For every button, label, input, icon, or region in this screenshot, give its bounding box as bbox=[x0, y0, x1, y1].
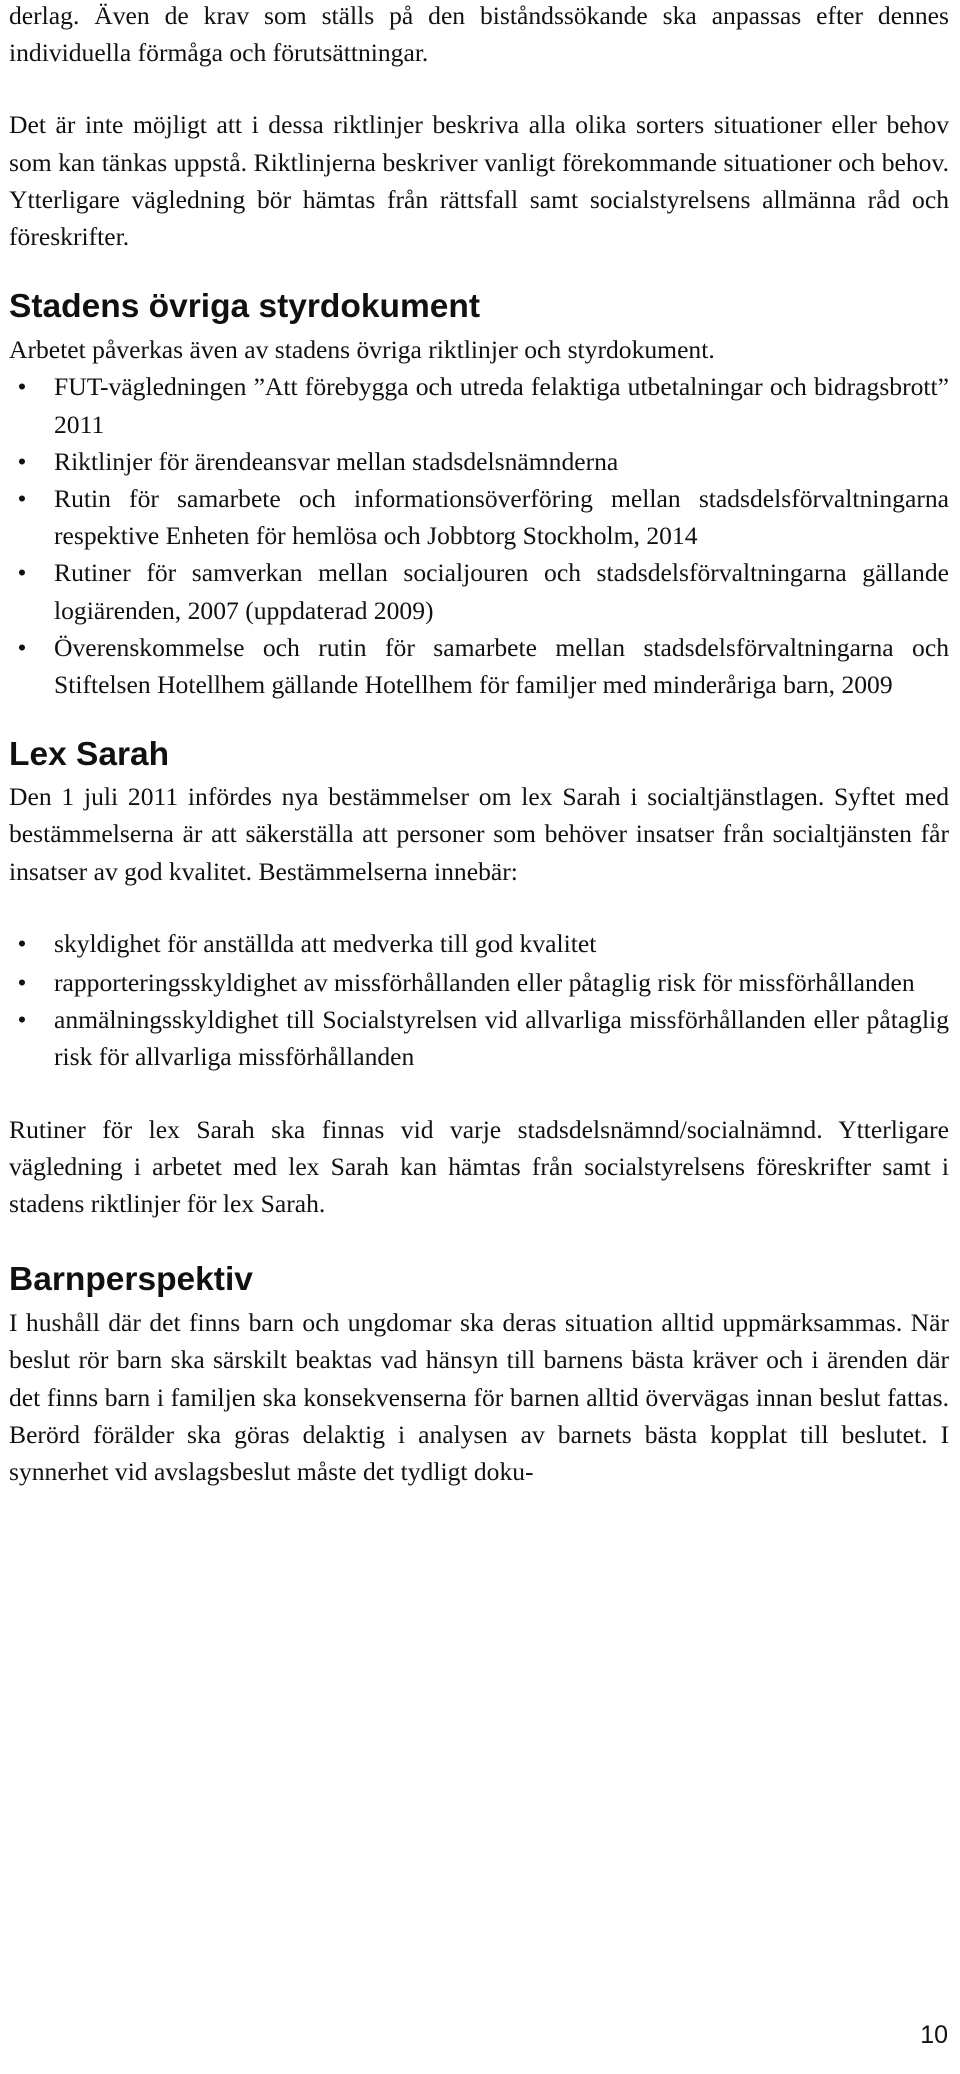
bullet-icon: • bbox=[17, 484, 27, 514]
lex-sarah-list bbox=[9, 925, 949, 1076]
list-item-text: Riktlinjer för ärendeansvar mellan stadsdelsnämnderna bbox=[54, 446, 619, 476]
list-item-text: rapporteringsskyldighet av missförhållanden eller påtaglig risk för missförhållanden bbox=[54, 968, 915, 998]
bullet-icon: • bbox=[17, 372, 27, 402]
list-item bbox=[9, 1001, 949, 1075]
styrdokument-lead: Arbetet påverkas även av stadens övriga riktlinjer och styrdokument. bbox=[9, 335, 715, 365]
page-number: 10 bbox=[920, 2021, 948, 2049]
lex-sarah-closing: Rutiner för lex Sarah ska finnas vid varje stadsdelsnämnd/socialnämnd. Ytterligare vägledning i arbetet med lex Sarah kan hämtas från socialstyrelsens föreskrifter samt i stadens riktlinjer för lex Sarah. bbox=[9, 1114, 949, 1219]
list-item bbox=[9, 368, 949, 442]
intro-fragment: derlag. Även de krav som ställs på den biståndssökande ska anpassas efter dennes individuella förmåga och förutsättningar. bbox=[9, 1, 949, 68]
list-item bbox=[9, 629, 949, 703]
styrdokument-list bbox=[9, 368, 949, 703]
list-item-text: Överenskommelse och rutin för samarbete mellan stadsdelsförvaltningarna och Stiftelsen Hotellhem gällande Hotellhem för familjer med minderåriga barn, 2009 bbox=[54, 632, 949, 700]
bullet-icon: • bbox=[17, 928, 27, 958]
list-item bbox=[9, 480, 949, 554]
barnperspektiv-body: I hushåll där det finns barn och ungdomar ska deras situation alltid uppmärksammas. När beslut rör barn ska särskilt beaktas vad hänsyn till barnens bästa kräver och i ärenden där det finns barn i familjen ska konsekvenserna för barnen alltid övervägas innan beslut fattas. Berörd förälder ska göras delaktig i analysen av barnets bästa kopplat till beslutet. I synnerhet vid avslagsbeslut måste det tydligt doku- bbox=[9, 1308, 949, 1487]
intro-paragraph: Det är inte möjligt att i dessa riktlinjer beskriva alla olika sorters situationer eller behov som kan tänkas uppstå. Riktlinjerna beskriver vanligt förekommande situationer och behov. Ytterligare vägledning bör hämtas från rättsfall samt socialstyrelsens allmänna råd och föreskrifter. bbox=[9, 110, 949, 252]
bullet-icon: • bbox=[17, 446, 27, 476]
list-item-text: FUT-vägledningen ”Att förebygga och utreda felaktiga utbetalningar och bidragsbrott” 2011 bbox=[54, 372, 949, 439]
list-item-text: skyldighet för anställda att medverka till god kvalitet bbox=[54, 928, 597, 958]
list-item bbox=[9, 443, 949, 480]
list-item bbox=[9, 925, 949, 962]
bullet-icon: • bbox=[17, 1005, 27, 1035]
heading-lex-sarah: Lex Sarah bbox=[9, 736, 170, 774]
list-item bbox=[9, 964, 949, 1001]
bullet-icon: • bbox=[17, 558, 27, 588]
list-item bbox=[9, 554, 949, 628]
list-item-text: Rutin för samarbete och informationsöverföring mellan stadsdelsförvaltningarna respektive Enheten för hemlösa och Jobbtorg Stockholm, 2014 bbox=[54, 484, 949, 551]
bullet-icon: • bbox=[17, 632, 27, 662]
lex-sarah-lead: Den 1 juli 2011 infördes nya bestämmelser om lex Sarah i socialtjänstlagen. Syftet med bestämmelserna är att säkerställa att personer som behöver insatser från socialtjänsten får insatser av god kvalitet. Bestämmelserna innebär: bbox=[9, 782, 949, 886]
list-item-text: anmälningsskyldighet till Socialstyrelsen vid allvarliga missförhållanden eller påtaglig risk för allvarliga missförhållanden bbox=[54, 1005, 949, 1072]
heading-barnperspektiv: Barnperspektiv bbox=[9, 1261, 253, 1299]
bullet-icon: • bbox=[17, 968, 27, 998]
list-item-text: Rutiner för samverkan mellan socialjouren och stadsdelsförvaltningarna gällande logiärenden, 2007 (uppdaterad 2009) bbox=[54, 558, 949, 625]
heading-stadens-styrdokument: Stadens övriga styrdokument bbox=[9, 288, 480, 326]
